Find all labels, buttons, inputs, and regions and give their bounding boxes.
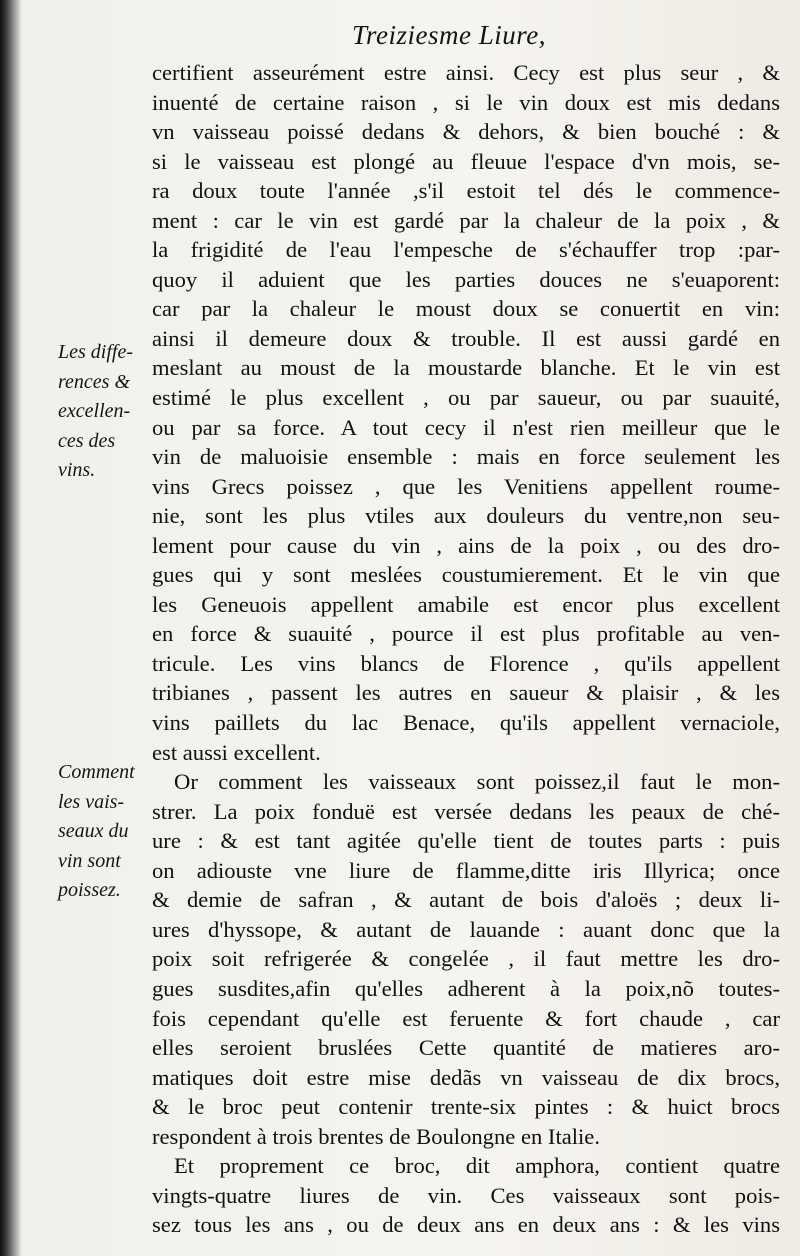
- text-line: sez tous les ans , ou de deux ans en deux ans : & les vins: [152, 1212, 780, 1238]
- margin-note-line: excellen-: [58, 400, 131, 423]
- margin-note-line: Les diffe-: [58, 341, 133, 363]
- text-line: la frigidité de l'eau l'empesche de s'échauffer trop :par-: [152, 237, 780, 263]
- text-line: vn vaisseau poissé dedans & dehors, & bien bouché : &: [152, 119, 780, 145]
- text-line: estimé le plus excellent , ou par saueur, ou par suauité,: [152, 385, 780, 411]
- body-text: [152, 58, 780, 1240]
- text-line: ainsi il demeure doux & trouble. Il est aussi gardé en: [152, 325, 780, 351]
- text-line: en force & suauité , pource il est plus profitable au ven-: [152, 621, 780, 647]
- text-line: ure : & est tant agitée qu'elle tient de toutes parts : puis: [152, 828, 780, 854]
- text-line: & le broc peut contenir trente-six pintes : & huict brocs: [152, 1094, 780, 1120]
- text-line: vingts-quatre liures de vin. Ces vaisseaux sont pois-: [152, 1182, 780, 1208]
- text-line: ra doux toute l'année ,s'il estoit tel dés le commence-: [152, 178, 780, 204]
- text-line: meslant au moust de la moustarde blanche. Et le vin est: [152, 355, 780, 381]
- text-line: matiques doit estre mise dedãs vn vaisseau de dix brocs,: [152, 1064, 780, 1090]
- margin-note-vins: [58, 338, 133, 486]
- text-line: strer. La poix fonduë est versée dedans les peaux de ché-: [152, 798, 780, 824]
- text-line: vins Grecs poissez , que les Venitiens appellent roume-: [152, 473, 780, 499]
- text-line: ures d'hyssope, & autant de lauande : auant donc que la: [152, 916, 780, 942]
- text-line: respondent à trois brentes de Boulongne en Italie.: [152, 1123, 600, 1149]
- text-line: & demie de safran , & autant de bois d'aloës ; deux li-: [152, 887, 780, 913]
- running-head: Treiziesme Liure,: [352, 20, 547, 50]
- text-line: lement pour cause du vin , ains de la poix , ou des dro-: [152, 532, 780, 558]
- text-line: poix soit refrigerée & congelée , il faut mettre les dro-: [152, 946, 780, 972]
- text-line: fois cependant qu'elle est feruente & fort chaude , car: [152, 1005, 780, 1031]
- text-line: tricule. Les vins blancs de Florence , qu'ils appellent: [152, 650, 780, 676]
- text-line: inuenté de certaine raison , si le vin doux est mis dedans: [152, 89, 780, 115]
- margin-note-line: ces des: [58, 429, 116, 452]
- text-line: Or comment les vaisseaux sont poissez,il faut le mon-: [174, 769, 780, 795]
- text-line: certifient asseurément estre ainsi. Cecy est plus seur , &: [152, 60, 780, 85]
- margin-note-line: Comment: [58, 761, 135, 783]
- text-line: gues susdites,afin qu'elles adherent à la poix,nõ toutes-: [152, 975, 780, 1001]
- margin-note-vaisseaux: [58, 758, 135, 906]
- text-line: vins paillets du lac Benace, qu'ils appellent vernaciole,: [152, 710, 780, 736]
- text-line: ou par sa force. A tout cecy il n'est rien meilleur que le: [152, 414, 780, 440]
- margin-note-line: vin sont: [58, 849, 121, 872]
- margin-note-line: poissez.: [58, 879, 121, 902]
- text-line: quoy il aduient que les parties douces ne s'euaporent:: [152, 266, 780, 292]
- text-line: tribianes , passent les autres en saueur & plaisir , & les: [152, 680, 780, 706]
- margin-note-line: les vais-: [58, 790, 125, 813]
- margin-note-line: rences &: [58, 370, 131, 393]
- text-line: ment : car le vin est gardé par la chaleur de la poix , &: [152, 207, 780, 233]
- text-line: gues qui y sont meslées coustumierement. Et le vin que: [152, 562, 780, 588]
- text-line: est aussi excellent.: [152, 739, 321, 765]
- text-line: car par la chaleur le moust doux se conuertit en vin:: [152, 296, 780, 322]
- margin-note-line: vins.: [58, 459, 96, 482]
- margin-note-line: seaux du: [58, 820, 129, 843]
- text-line: si le vaisseau est plongé au fleuue l'espace d'vn mois, se-: [152, 148, 780, 174]
- text-line: vin de maluoisie ensemble : mais en force seulement les: [152, 444, 780, 470]
- text-line: on adiouste vne liure de flamme,ditte iris Illyrica; once: [152, 857, 780, 883]
- text-line: les Geneuois appellent amabile est encor plus excellent: [152, 591, 780, 617]
- text-line: Et proprement ce broc, dit amphora, contient quatre: [174, 1153, 780, 1179]
- text-line: nie, sont les plus vtiles aux douleurs du ventre,non seu-: [152, 503, 780, 529]
- text-line: elles seroient bruslées Cette quantité de matieres aro-: [152, 1035, 780, 1061]
